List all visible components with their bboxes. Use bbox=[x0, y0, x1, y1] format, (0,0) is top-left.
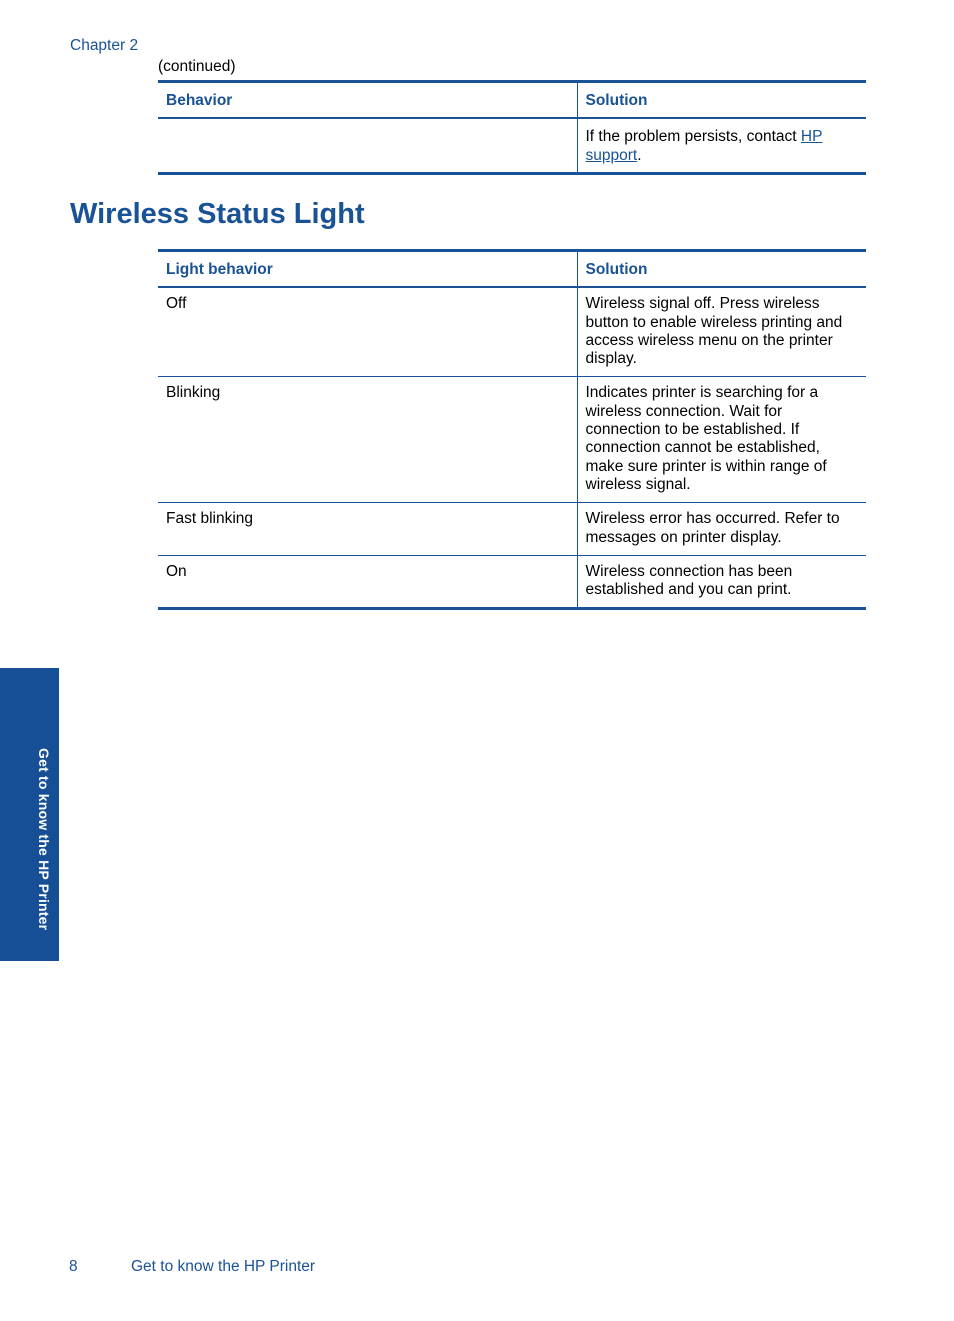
behavior-cell: Blinking bbox=[158, 377, 577, 503]
section-title: Wireless Status Light bbox=[70, 198, 365, 230]
table-row bbox=[158, 287, 866, 377]
solution-cell: Wireless signal off. Press wireless button to enable wireless printing and access wireless menu on the printer display. bbox=[577, 287, 866, 377]
table-row bbox=[158, 555, 866, 609]
continued-table bbox=[158, 80, 866, 175]
solution-cell: Wireless connection has been established and you can print. bbox=[577, 555, 866, 609]
behavior-cell bbox=[158, 118, 577, 173]
footer-page-number: 8 bbox=[69, 1258, 78, 1275]
solution-suffix: . bbox=[637, 146, 642, 164]
footer-title: Get to know the HP Printer bbox=[131, 1258, 316, 1275]
behavior-cell: On bbox=[158, 555, 577, 609]
solution-cell bbox=[577, 118, 866, 173]
behavior-cell: Fast blinking bbox=[158, 503, 577, 556]
table-row bbox=[158, 503, 866, 556]
side-tab-label: Get to know the HP Printer bbox=[36, 748, 52, 931]
continued-label: (continued) bbox=[158, 58, 236, 75]
table-row bbox=[158, 118, 866, 173]
solution-cell: Wireless error has occurred. Refer to messages on printer display. bbox=[577, 503, 866, 556]
column-header-solution: Solution bbox=[577, 251, 866, 288]
hp-support-link[interactable]: HP support bbox=[585, 128, 823, 164]
solution-cell: Indicates printer is searching for a wireless connection. Wait for connection to be established. If connection cannot be established, make sure printer is within range of wireless signal. bbox=[577, 377, 866, 503]
wireless-status-table bbox=[158, 249, 866, 610]
chapter-label: Chapter 2 bbox=[70, 37, 139, 54]
column-header-solution: Solution bbox=[577, 82, 866, 119]
table-header-row bbox=[158, 251, 866, 288]
column-header-behavior: Behavior bbox=[158, 82, 577, 119]
column-header-light-behavior: Light behavior bbox=[158, 251, 577, 288]
behavior-cell: Off bbox=[158, 287, 577, 377]
solution-text: If the problem persists, contact bbox=[585, 128, 801, 146]
table-header-row bbox=[158, 82, 866, 119]
table-row bbox=[158, 377, 866, 503]
